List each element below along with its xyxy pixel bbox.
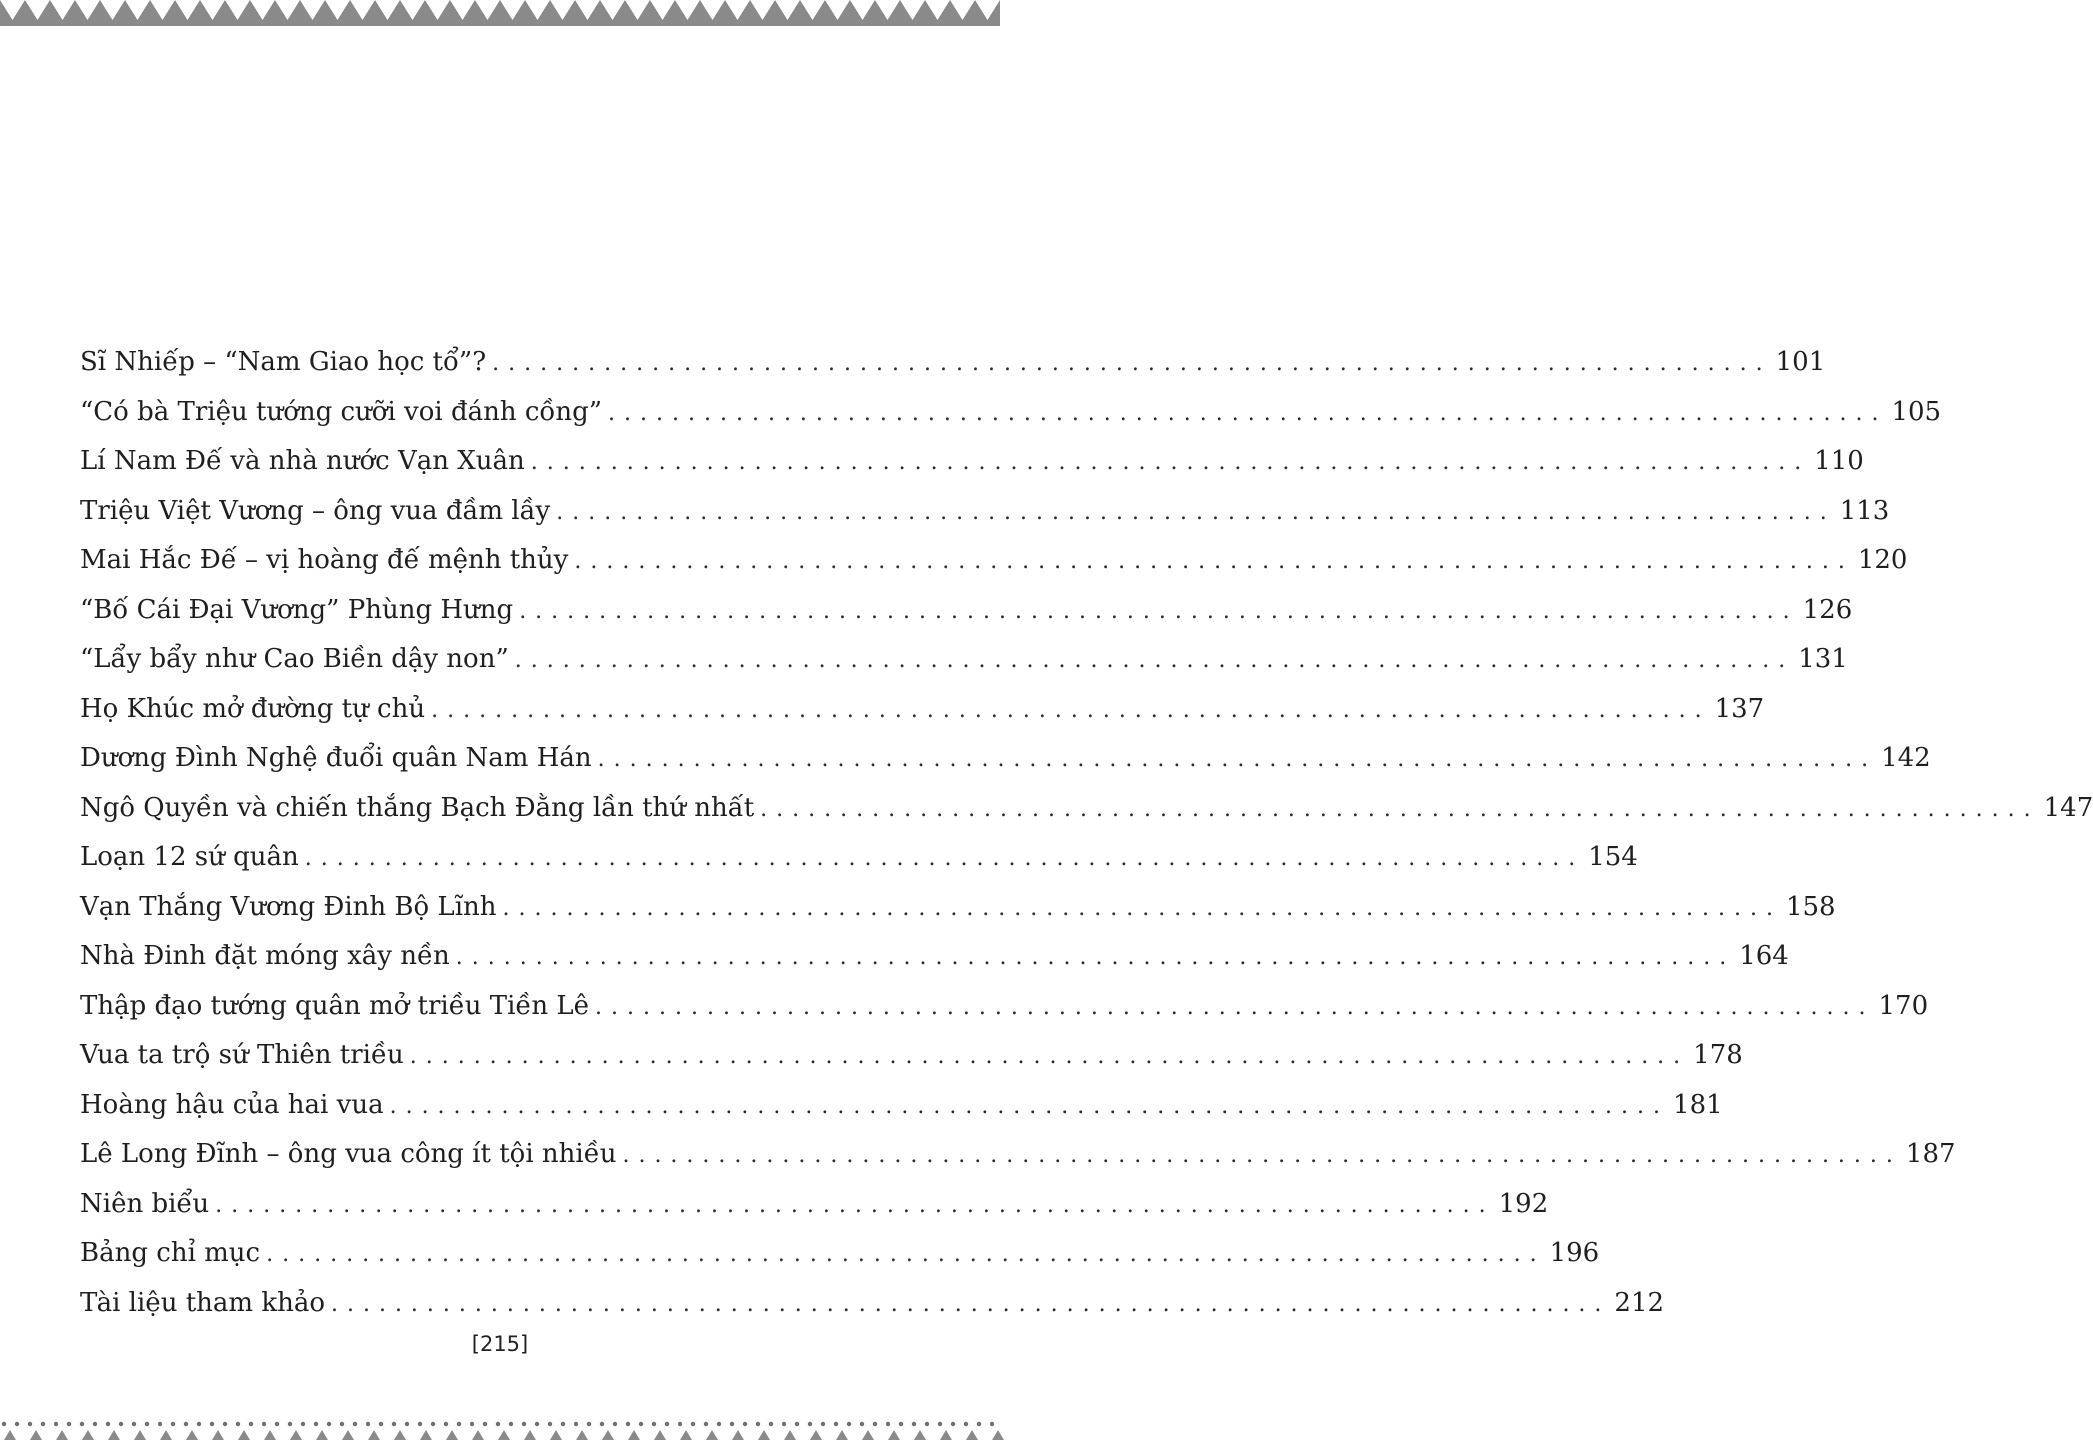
border-triangle [758,1430,770,1440]
bottom-border-pattern [2,1422,1004,1440]
toc-entry-page: 113 [1839,495,1890,526]
toc-entry-page: 147 [2043,792,2093,823]
border-dot [106,1422,110,1426]
border-dot [340,1422,344,1426]
border-dot [249,1422,253,1426]
toc-entry [80,536,1908,586]
toc-entry [80,1279,1665,1329]
border-triangle [914,1430,926,1440]
toc-entry-title: Ngô Quyền và chiến thắng Bạch Đằng lần thứ nhất [80,792,755,823]
border-dot [197,1422,201,1426]
border-dot [275,1422,279,1426]
border-triangle [134,1430,146,1440]
toc-entry-title: Lê Long Đĩnh – ông vua công ít tội nhiều [80,1139,617,1169]
toc-entry-title: Thập đạo tướng quân mở triều Tiền Lê [80,990,590,1021]
toc-entry [80,388,1942,438]
border-dot [548,1422,552,1426]
border-dot [600,1422,604,1426]
toc-entry-page: 187 [1905,1139,1956,1169]
border-triangle [30,1430,42,1440]
border-dot [67,1422,71,1426]
toc-dot-leader: ................................................................................ [556,499,1836,525]
toc-dot-leader: ................................................................................ [608,400,1888,426]
toc-entry [80,734,1931,784]
border-triangle [550,1430,562,1440]
toc-dot-leader: ................................................................................ [574,549,1854,574]
toc-entry-title: Hoàng hậu của hai vua [80,1089,384,1120]
page-number: [215] [471,1332,529,1356]
border-dot [925,1422,929,1426]
border-dot [938,1422,942,1426]
border-triangle [290,1430,302,1440]
border-dot [236,1422,240,1426]
toc-entry [80,586,1853,636]
border-dot [691,1422,695,1426]
border-dot [626,1422,630,1426]
border-triangle [264,1430,276,1440]
toc-entry-title: Mai Hắc Đế – vị hoàng đế mệnh thủy [80,545,569,575]
border-dot [15,1422,19,1426]
toc-entry [80,1180,1549,1230]
toc-entry-page: 154 [1588,842,1638,872]
border-dot [834,1422,838,1426]
toc-dot-leader: ................................................................................ [431,697,1711,723]
border-dot [535,1422,539,1426]
border-dot [613,1422,617,1426]
border-triangle [108,1430,120,1440]
toc-entry-title: Vạn Thắng Vương Đinh Bộ Lĩnh [80,891,497,922]
toc-entry [80,437,1864,487]
toc-dot-leader: ................................................................................ [455,945,1736,970]
border-triangle [732,1430,744,1440]
toc-entry [80,1031,1743,1081]
border-dot [574,1422,578,1426]
border-dot [743,1422,747,1426]
toc-entry-page: 196 [1549,1238,1600,1268]
border-triangle [628,1430,640,1440]
border-dot [509,1422,513,1426]
border-triangle [576,1430,588,1440]
border-dot [28,1422,32,1426]
border-dot [119,1422,123,1426]
border-triangle [966,1430,978,1440]
border-triangle [368,1430,380,1440]
border-dot [860,1422,864,1426]
table-of-contents [80,338,2093,1328]
toc-dot-leader: ................................................................................ [760,796,2040,822]
toc-entry-page: 137 [1714,693,1765,724]
toc-entry [80,833,1638,883]
toc-entry-title: “Bố Cái Đại Vương” Phùng Hưng [80,594,514,625]
border-triangle [342,1430,354,1440]
toc-entry-title: Niên biểu [80,1188,210,1219]
toc-entry [80,932,1789,982]
border-dot [847,1422,851,1426]
border-triangle [602,1430,614,1440]
toc-entry-page: 164 [1739,941,1789,971]
border-dot [171,1422,175,1426]
border-dot [587,1422,591,1426]
border-triangle [862,1430,874,1440]
border-dot [977,1422,981,1426]
border-dot [392,1422,396,1426]
toc-dot-leader: ................................................................................ [409,1044,1690,1069]
toc-entry-title: “Có bà Triệu tướng cưỡi voi đánh cồng” [80,396,603,427]
border-dot [665,1422,669,1426]
toc-entry-title: Loạn 12 sứ quân [80,842,299,872]
toc-entry-title: Dương Đình Nghệ đuổi quân Nam Hán [80,743,592,773]
toc-entry [80,1229,1600,1279]
top-decorative-border [0,0,1000,26]
toc-entry-title: Tài liệu tham khảo [80,1287,325,1318]
border-dot [54,1422,58,1426]
toc-entry-title: Sĩ Nhiếp – “Nam Giao học tổ”? [80,347,487,377]
toc-dot-leader: ................................................................................ [622,1143,1902,1168]
border-dot [184,1422,188,1426]
toc-dot-leader: ................................................................................ [266,1242,1546,1267]
border-dot [327,1422,331,1426]
border-triangle [316,1430,328,1440]
toc-dot-leader: ................................................................................ [595,994,1875,1020]
toc-dot-leader: ................................................................................ [597,747,1878,772]
border-dot [717,1422,721,1426]
toc-entry [80,487,1890,537]
border-triangle [498,1430,510,1440]
toc-entry [80,784,2093,834]
border-dot [145,1422,149,1426]
border-triangle [940,1430,952,1440]
border-dot [678,1422,682,1426]
border-triangle [654,1430,666,1440]
toc-entry [80,635,1848,685]
toc-entry-page: 181 [1673,1089,1723,1120]
border-dot [704,1422,708,1426]
border-triangle [420,1430,432,1440]
border-dot [561,1422,565,1426]
toc-entry [80,1130,1956,1180]
border-dot [652,1422,656,1426]
border-dot [990,1422,994,1426]
border-dot [288,1422,292,1426]
border-triangle [680,1430,692,1440]
border-triangle [56,1430,68,1440]
toc-dot-leader: ................................................................................ [519,598,1799,624]
border-dot [886,1422,890,1426]
border-dot [821,1422,825,1426]
toc-entry-page: 110 [1814,446,1864,476]
border-dot [769,1422,773,1426]
border-dot [522,1422,526,1426]
border-dot [301,1422,305,1426]
toc-entry-page: 212 [1614,1287,1665,1318]
border-dot [873,1422,877,1426]
border-dot [223,1422,227,1426]
toc-entry-title: Lí Nam Đế và nhà nước Vạn Xuân [80,446,525,476]
border-dot [964,1422,968,1426]
toc-dot-leader: ................................................................................ [514,648,1795,673]
border-dot [314,1422,318,1426]
border-dot [782,1422,786,1426]
border-dot [730,1422,734,1426]
border-triangle [446,1430,458,1440]
border-triangle [836,1430,848,1440]
border-dot [756,1422,760,1426]
toc-entry-page: 120 [1857,545,1908,575]
border-triangle [524,1430,536,1440]
border-dot [80,1422,84,1426]
toc-entry [80,982,1929,1032]
toc-entry-title: Triệu Việt Vương – ông vua đầm lầy [80,495,551,526]
border-triangle [888,1430,900,1440]
toc-entry [80,883,1836,933]
toc-entry-page: 170 [1878,990,1929,1021]
border-dot [444,1422,448,1426]
toc-entry-title: “Lẩy bẩy như Cao Biền dậy non” [80,644,509,674]
border-dot [41,1422,45,1426]
toc-dot-leader: ................................................................................ [389,1093,1670,1119]
toc-entry-page: 192 [1498,1188,1549,1219]
toc-entry [80,338,1826,388]
border-dot [379,1422,383,1426]
top-border-band [0,0,1000,26]
border-dot [93,1422,97,1426]
border-dot [457,1422,461,1426]
border-dot [795,1422,799,1426]
toc-dot-leader: ................................................................................ [502,895,1782,921]
toc-dot-leader: ................................................................................ [215,1192,1495,1218]
border-triangle [394,1430,406,1440]
border-dot [262,1422,266,1426]
toc-entry-page: 101 [1775,347,1826,377]
toc-dot-leader: ................................................................................ [530,450,1811,475]
toc-entry-title: Bảng chỉ mục [80,1238,261,1268]
border-triangle [238,1430,250,1440]
toc-entry-page: 131 [1798,644,1848,674]
toc-entry-page: 105 [1891,396,1942,427]
toc-entry [80,685,1765,735]
border-dot [405,1422,409,1426]
border-dot [366,1422,370,1426]
bottom-decorative-border [0,1416,1000,1440]
border-dot [431,1422,435,1426]
border-dot [353,1422,357,1426]
border-dot [132,1422,136,1426]
toc-entry-title: Nhà Đinh đặt móng xây nền [80,941,450,971]
border-dot [210,1422,214,1426]
border-triangle [784,1430,796,1440]
toc-entry-title: Họ Khúc mở đường tự chủ [80,693,426,724]
border-triangle [4,1430,16,1440]
border-triangle [212,1430,224,1440]
border-triangle [810,1430,822,1440]
border-dot [912,1422,916,1426]
toc-dot-leader: ................................................................................ [492,351,1772,376]
toc-entry-page: 142 [1881,743,1931,773]
border-triangle [186,1430,198,1440]
toc-entry-page: 126 [1802,594,1853,625]
border-triangle [472,1430,484,1440]
border-dot [899,1422,903,1426]
border-dot [483,1422,487,1426]
border-dot [808,1422,812,1426]
toc-dot-leader: ................................................................................ [304,846,1585,871]
toc-entry-title: Vua ta trộ sứ Thiên triều [80,1040,404,1070]
border-dot [470,1422,474,1426]
border-triangle [992,1430,1004,1440]
border-triangle [160,1430,172,1440]
border-dot [2,1422,6,1426]
toc-entry-page: 158 [1785,891,1836,922]
toc-entry [80,1081,1723,1131]
border-dot [496,1422,500,1426]
border-triangle [706,1430,718,1440]
border-dot [639,1422,643,1426]
border-dot [951,1422,955,1426]
toc-entry-page: 178 [1693,1040,1743,1070]
border-dot [158,1422,162,1426]
border-triangle [82,1430,94,1440]
border-dot [418,1422,422,1426]
toc-dot-leader: ................................................................................ [330,1291,1611,1317]
